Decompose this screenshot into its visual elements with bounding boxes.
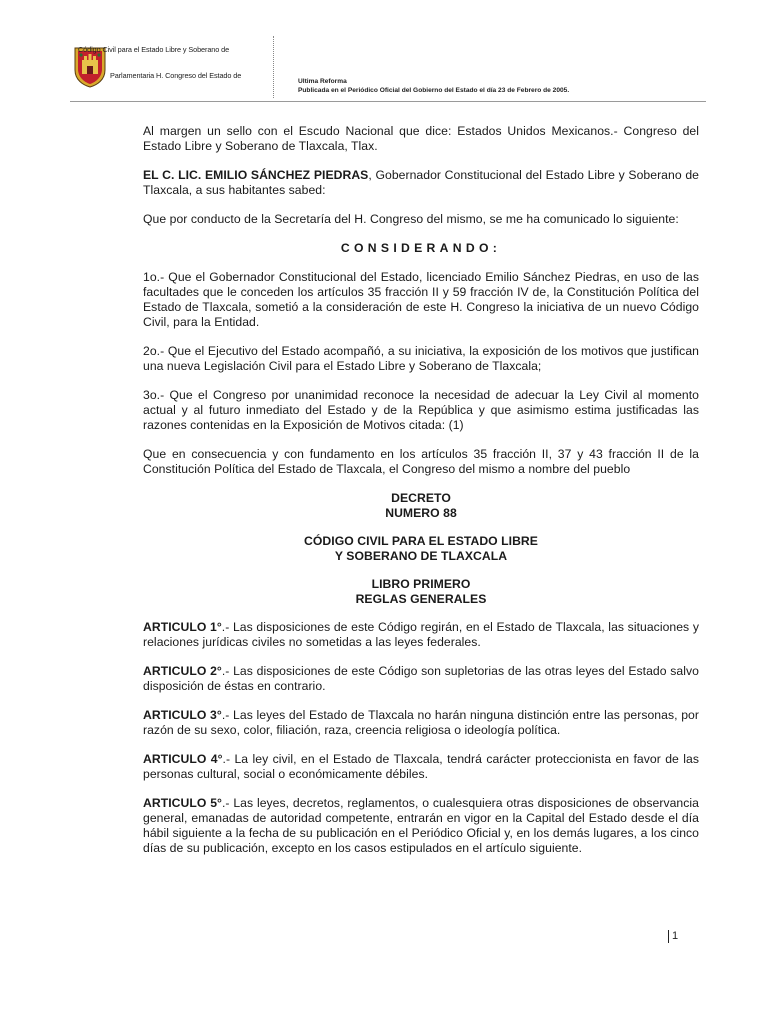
article-text: .- La ley civil, en el Estado de Tlaxcala, tendrá carácter proteccionista en favor de las personas cultural, social o económicamente débiles. [143,752,699,781]
codigo-title-line2: Y SOBERANO DE TLAXCALA [334,549,508,563]
last-reform-detail: Publicada en el Periódico Oficial del Gobierno del Estado el día 23 de Febrero de 2005. [298,87,570,94]
article-label: ARTICULO 4° [143,752,223,766]
article-label: ARTICULO 1° [143,620,222,634]
article-paragraph [143,752,699,782]
last-reform-title: Ultima Reforma [298,78,347,85]
governor-paragraph [143,168,699,198]
header-divider [273,36,274,98]
consequence-paragraph: Que en consecuencia y con fundamento en los artículos 35 fracción II, 37 y 43 fracción II de la Constitución Política del Estado de Tlaxcala, el Congreso del mismo a nombre del pueblo [143,447,699,476]
codigo-title-line1: CÓDIGO CIVIL PARA EL ESTADO LIBRE [304,534,538,548]
header-document-title: Código Civil para el Estado Libre y Soberano de [78,45,230,54]
article-text: .- Las disposiciones de este Código son supletorias de las otras leyes del Estado salvo disposición de éstas en contrario. [143,664,699,693]
libro-subtitle: REGLAS GENERALES [355,592,487,606]
article-paragraph [143,796,699,856]
article-paragraph [143,664,699,694]
considerando-item: 1o.- Que el Gobernador Constitucional del Estado, licenciado Emilio Sánchez Piedras, en uso de las facultades que le conceden los artículos 35 fracción II y 59 fracción IV de, la Constitución Política del Estado de Tlaxcala, sometió a la consideración de este H. Congreso la iniciativa de un nuevo Código Civil, para la Entidad. [143,270,699,329]
header-publisher: Parlamentaria H. Congreso del Estado de [110,71,242,80]
decreto-heading [143,491,699,521]
decreto-title: DECRETO [391,491,451,505]
governor-name: EL C. LIC. EMILIO SÁNCHEZ PIEDRAS [143,168,369,182]
article-text: .- Las disposiciones de este Código regirán, en el Estado de Tlaxcala, las situaciones y relaciones jurídicas civiles no sometidas a las leyes federales. [143,620,699,649]
libro-title: LIBRO PRIMERO [371,577,471,591]
header-rule [70,101,706,102]
governor-text: , Gobernador Constitucional del Estado Libre y Soberano de Tlaxcala, a sus habitantes sabed: [143,168,699,197]
last-reform-note [298,77,569,95]
page-header [70,36,706,102]
considerando-item: 3o.- Que el Congreso por unanimidad reconoce la necesidad de adecuar la Ley Civil al momento actual y al futuro inmediato del Estado y de la República y que asimismo estima justificadas las razones contenidas en la Exposición de Motivos citada: (1) [143,388,699,432]
article-text: .- Las leyes, decretos, reglamentos, o cualesquiera otras disposiciones de observancia general, emanadas de autoridad competente, entrarán en vigor en la Capital del Estado desde el día hábil siguiente a la fecha de su publicación en el Periódico Oficial y, en los demás lugares, a los cinco días de su publicación, excepto en los casos estipulados en el artículo siguiente. [143,796,699,855]
article-text: .- Las leyes del Estado de Tlaxcala no harán ninguna distinción entre las personas, por razón de su sexo, color, filiación, raza, creencia religiosa o ideología política. [143,708,699,737]
article-paragraph [143,708,699,738]
considerando-item: 2o.- Que el Ejecutivo del Estado acompañó, a su iniciativa, la exposición de los motivos que justifican una nueva Legislación Civil para el Estado Libre y Soberano de Tlaxcala; [143,344,699,373]
article-label: ARTICULO 3° [143,708,222,722]
article-paragraph [143,620,699,650]
article-label: ARTICULO 5° [143,796,222,810]
document-body [143,124,699,870]
article-label: ARTICULO 2° [143,664,222,678]
intro-paragraph: Al margen un sello con el Escudo Nacional que dice: Estados Unidos Mexicanos.- Congreso del Estado Libre y Soberano de Tlaxcala, Tlax. [143,124,699,153]
considerando-heading: CONSIDERANDO: [340,241,502,255]
communication-paragraph: Que por conducto de la Secretaría del H. Congreso del mismo, se me ha comunicado lo siguiente: [143,212,679,226]
codigo-heading [143,534,699,564]
libro-heading [143,577,699,607]
decreto-number: NUMERO 88 [385,506,457,520]
page-number: 1 [668,930,678,943]
